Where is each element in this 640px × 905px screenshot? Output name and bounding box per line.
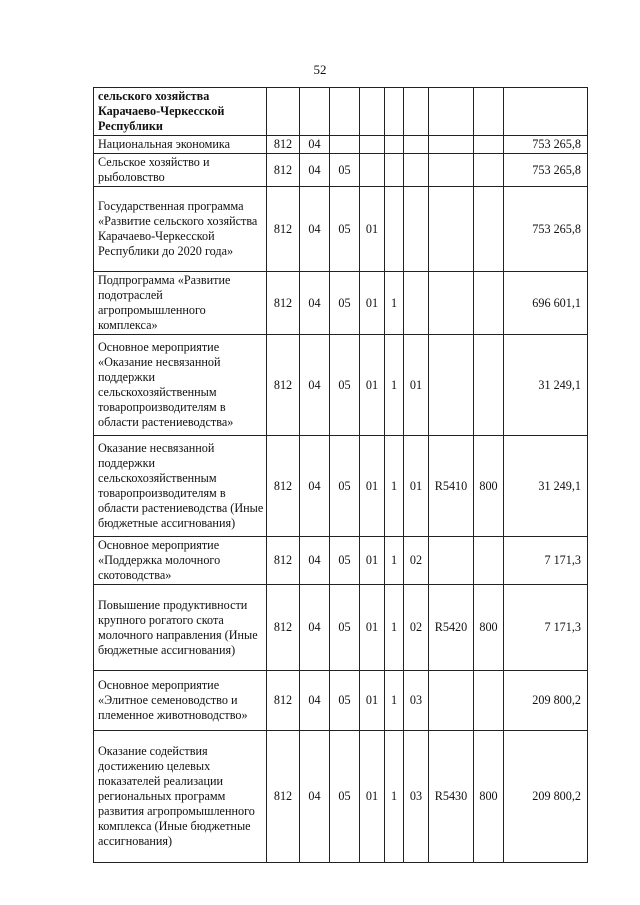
amount: 753 265,8 bbox=[504, 154, 588, 187]
table-row bbox=[94, 671, 588, 731]
code-direction bbox=[429, 136, 474, 154]
table-row bbox=[94, 136, 588, 154]
amount: 7 171,3 bbox=[504, 585, 588, 671]
amount bbox=[504, 88, 588, 136]
code-subsection: 05 bbox=[330, 335, 360, 436]
row-name: Основное мероприятие «Оказание несвязанной поддержки сельскохозяйственным товаропроизводителям в области растениеводства» bbox=[94, 335, 267, 436]
code-direction bbox=[429, 88, 474, 136]
amount: 7 171,3 bbox=[504, 537, 588, 585]
code-measure: 01 bbox=[404, 436, 429, 537]
code-program: 01 bbox=[360, 272, 385, 335]
amount: 696 601,1 bbox=[504, 272, 588, 335]
table-row bbox=[94, 537, 588, 585]
code-section: 04 bbox=[300, 585, 330, 671]
code-measure bbox=[404, 272, 429, 335]
code-measure: 02 bbox=[404, 537, 429, 585]
code-subprogram: 1 bbox=[385, 671, 404, 731]
code-section: 04 bbox=[300, 187, 330, 272]
code-subprogram: 1 bbox=[385, 335, 404, 436]
code-section: 04 bbox=[300, 335, 330, 436]
page-number: 52 bbox=[313, 62, 327, 77]
code-subprogram: 1 bbox=[385, 585, 404, 671]
row-name: Подпрограмма «Развитие подотраслей агропромышленного комплекса» bbox=[94, 272, 267, 335]
code-subprogram bbox=[385, 136, 404, 154]
table-row bbox=[94, 585, 588, 671]
code-program bbox=[360, 88, 385, 136]
code-subprogram bbox=[385, 154, 404, 187]
amount: 31 249,1 bbox=[504, 436, 588, 537]
code-section: 04 bbox=[300, 671, 330, 731]
budget-table bbox=[93, 87, 588, 863]
code-subsection: 05 bbox=[330, 585, 360, 671]
table-row bbox=[94, 335, 588, 436]
code-section: 04 bbox=[300, 154, 330, 187]
code-ministry: 812 bbox=[267, 671, 300, 731]
amount: 31 249,1 bbox=[504, 335, 588, 436]
code-section: 04 bbox=[300, 436, 330, 537]
code-subsection: 05 bbox=[330, 272, 360, 335]
code-program: 01 bbox=[360, 585, 385, 671]
code-expense-type bbox=[474, 88, 504, 136]
code-subsection: 05 bbox=[330, 537, 360, 585]
code-ministry: 812 bbox=[267, 585, 300, 671]
code-subsection bbox=[330, 88, 360, 136]
code-ministry: 812 bbox=[267, 731, 300, 863]
code-direction bbox=[429, 154, 474, 187]
code-measure bbox=[404, 88, 429, 136]
code-direction: R5410 bbox=[429, 436, 474, 537]
code-subprogram: 1 bbox=[385, 436, 404, 537]
code-subsection: 05 bbox=[330, 436, 360, 537]
row-name: Национальная экономика bbox=[94, 136, 267, 154]
row-name: Оказание содействия достижению целевых показателей реализации региональных программ развития агропромышленного комплекса (Иные бюджетные ассигнования) bbox=[94, 731, 267, 863]
code-direction: R5420 bbox=[429, 585, 474, 671]
code-direction bbox=[429, 272, 474, 335]
code-expense-type: 800 bbox=[474, 731, 504, 863]
code-direction bbox=[429, 671, 474, 731]
code-ministry bbox=[267, 88, 300, 136]
code-section: 04 bbox=[300, 537, 330, 585]
table-row bbox=[94, 88, 588, 136]
code-expense-type bbox=[474, 154, 504, 187]
amount: 753 265,8 bbox=[504, 136, 588, 154]
table-row bbox=[94, 272, 588, 335]
code-subsection: 05 bbox=[330, 187, 360, 272]
code-ministry: 812 bbox=[267, 187, 300, 272]
code-expense-type bbox=[474, 136, 504, 154]
code-program: 01 bbox=[360, 436, 385, 537]
code-section bbox=[300, 88, 330, 136]
code-ministry: 812 bbox=[267, 537, 300, 585]
table-row bbox=[94, 436, 588, 537]
code-expense-type bbox=[474, 537, 504, 585]
code-measure bbox=[404, 187, 429, 272]
code-direction: R5430 bbox=[429, 731, 474, 863]
code-program: 01 bbox=[360, 537, 385, 585]
code-program: 01 bbox=[360, 187, 385, 272]
row-name: Оказание несвязанной поддержки сельскохозяйственным товаропроизводителям в области растениеводства (Иные бюджетные ассигнования) bbox=[94, 436, 267, 537]
code-subsection: 05 bbox=[330, 671, 360, 731]
code-ministry: 812 bbox=[267, 436, 300, 537]
code-program: 01 bbox=[360, 335, 385, 436]
table-row bbox=[94, 731, 588, 863]
code-subprogram: 1 bbox=[385, 731, 404, 863]
code-subprogram: 1 bbox=[385, 537, 404, 585]
code-expense-type bbox=[474, 671, 504, 731]
code-ministry: 812 bbox=[267, 272, 300, 335]
code-subsection bbox=[330, 136, 360, 154]
table-row bbox=[94, 154, 588, 187]
code-subprogram bbox=[385, 187, 404, 272]
row-name: Основное мероприятие «Элитное семеноводство и племенное животноводство» bbox=[94, 671, 267, 731]
code-expense-type bbox=[474, 187, 504, 272]
code-measure bbox=[404, 154, 429, 187]
amount: 753 265,8 bbox=[504, 187, 588, 272]
code-section: 04 bbox=[300, 731, 330, 863]
row-name: сельского хозяйства Карачаево-Черкесской Республики bbox=[94, 88, 267, 136]
row-name: Основное мероприятие «Поддержка молочного скотоводства» bbox=[94, 537, 267, 585]
code-subsection: 05 bbox=[330, 154, 360, 187]
code-subsection: 05 bbox=[330, 731, 360, 863]
code-ministry: 812 bbox=[267, 335, 300, 436]
amount: 209 800,2 bbox=[504, 731, 588, 863]
code-measure: 03 bbox=[404, 731, 429, 863]
code-ministry: 812 bbox=[267, 154, 300, 187]
code-direction bbox=[429, 335, 474, 436]
code-expense-type: 800 bbox=[474, 585, 504, 671]
code-program: 01 bbox=[360, 731, 385, 863]
code-direction bbox=[429, 537, 474, 585]
code-ministry: 812 bbox=[267, 136, 300, 154]
code-measure: 02 bbox=[404, 585, 429, 671]
code-expense-type: 800 bbox=[474, 436, 504, 537]
row-name: Сельское хозяйство и рыболовство bbox=[94, 154, 267, 187]
row-name: Государственная программа «Развитие сельского хозяйства Карачаево-Черкесской Республики до 2020 года» bbox=[94, 187, 267, 272]
amount: 209 800,2 bbox=[504, 671, 588, 731]
code-measure bbox=[404, 136, 429, 154]
code-program bbox=[360, 154, 385, 187]
code-expense-type bbox=[474, 335, 504, 436]
code-expense-type bbox=[474, 272, 504, 335]
code-subprogram bbox=[385, 88, 404, 136]
code-program bbox=[360, 136, 385, 154]
code-program: 01 bbox=[360, 671, 385, 731]
table-row bbox=[94, 187, 588, 272]
code-measure: 01 bbox=[404, 335, 429, 436]
row-name: Повышение продуктивности крупного рогатого скота молочного направления (Иные бюджетные ассигнования) bbox=[94, 585, 267, 671]
code-section: 04 bbox=[300, 272, 330, 335]
code-measure: 03 bbox=[404, 671, 429, 731]
code-direction bbox=[429, 187, 474, 272]
code-subprogram: 1 bbox=[385, 272, 404, 335]
code-section: 04 bbox=[300, 136, 330, 154]
